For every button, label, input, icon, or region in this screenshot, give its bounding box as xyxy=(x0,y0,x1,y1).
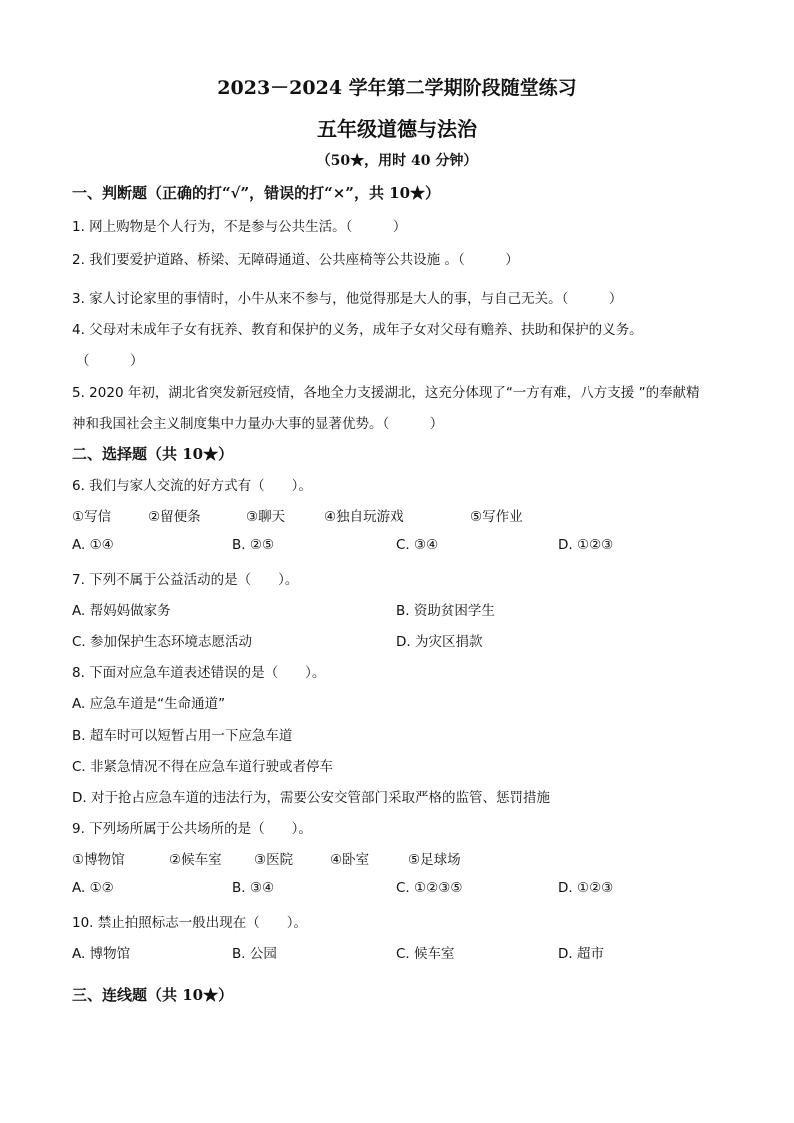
question-6: 6. 我们与家人交流的好方式有（ ）。 xyxy=(72,478,312,494)
q6-item-1: ①写信 xyxy=(72,509,112,525)
q6-item-2: ②留便条 xyxy=(148,509,201,525)
q8-option-b: B. 超车时可以短暂占用一下应急车道 xyxy=(72,728,293,744)
q7-option-c: C. 参加保护生态环境志愿活动 xyxy=(72,634,253,650)
q9-option-c: C. ①②③⑤ xyxy=(396,880,463,896)
q6-option-c: C. ③④ xyxy=(396,537,439,553)
question-9: 9. 下列场所属于公共场所的是（ ）。 xyxy=(72,821,312,837)
question-3: 3. 家人讨论家里的事情时，小牛从来不参与，他觉得那是大人的事，与自己无关。（ ） xyxy=(72,291,623,307)
q10-option-d: D. 超市 xyxy=(558,946,604,962)
question-2: 2. 我们要爱护道路、桥梁、无障碍通道、公共座椅等公共设施 。（ ） xyxy=(72,252,519,268)
q6-item-5: ⑤写作业 xyxy=(470,509,523,525)
q7-option-b: B. 资助贫困学生 xyxy=(396,603,495,619)
q9-option-b: B. ③④ xyxy=(232,880,275,896)
section-1-heading: 一、判断题（正确的打“√”，错误的打“×”，共 10★） xyxy=(72,184,441,202)
question-4-line-1: 4. 父母对未成年子女有抚养、教育和保护的义务，成年子女对父母有赡养、扶助和保护的义务。 xyxy=(72,322,643,338)
q6-option-d: D. ①②③ xyxy=(558,537,614,553)
q10-option-b: B. 公园 xyxy=(232,946,277,962)
question-5-line-1: 5. 2020 年初，湖北省突发新冠疫情，各地全力支援湖北，这充分体现了“一方有难，八方支援 ”的奉献精 xyxy=(72,385,700,401)
section-2-heading: 二、选择题（共 10★） xyxy=(72,445,234,463)
q9-item-1: ①博物馆 xyxy=(72,852,125,868)
q9-item-2: ②候车室 xyxy=(169,852,222,868)
subject-title: 五年级道德与法治 xyxy=(317,117,477,141)
q8-option-c: C. 非紧急情况不得在应急车道行驶或者停车 xyxy=(72,759,334,775)
q8-option-d: D. 对于抢占应急车道的违法行为，需要公安交管部门采取严格的监管、惩罚措施 xyxy=(72,790,550,806)
q6-item-3: ③聊天 xyxy=(246,509,286,525)
q9-item-4: ④卧室 xyxy=(330,852,370,868)
q7-option-d: D. 为灾区捐款 xyxy=(396,634,483,650)
question-4-line-2: （ ） xyxy=(76,353,144,369)
q6-option-b: B. ②⑤ xyxy=(232,537,275,553)
q10-option-c: C. 候车室 xyxy=(396,946,455,962)
question-10: 10. 禁止拍照标志一般出现在（ ）。 xyxy=(72,915,308,931)
q9-item-5: ⑤足球场 xyxy=(408,852,461,868)
question-7: 7. 下列不属于公益活动的是（ ）。 xyxy=(72,572,299,588)
q6-option-a: A. ①④ xyxy=(72,537,114,553)
q8-option-a: A. 应急车道是“生命通道” xyxy=(72,696,226,712)
section-3-heading: 三、连线题（共 10★） xyxy=(72,986,234,1004)
q9-option-a: A. ①② xyxy=(72,880,114,896)
q7-option-a: A. 帮妈妈做家务 xyxy=(72,603,171,619)
question-8: 8. 下面对应急车道表述错误的是（ ）。 xyxy=(72,665,326,681)
question-1: 1. 网上购物是个人行为，不是参与公共生活。（ ） xyxy=(72,219,407,235)
q9-item-3: ③医院 xyxy=(254,852,294,868)
question-5-line-2: 神和我国社会主义制度集中力量办大事的显著优势。（ ） xyxy=(72,416,444,432)
q9-option-d: D. ①②③ xyxy=(558,880,614,896)
exam-title: 2023－2024 学年第二学期阶段随堂练习 xyxy=(217,77,577,99)
q6-item-4: ④独自玩游戏 xyxy=(324,509,404,525)
q10-option-a: A. 博物馆 xyxy=(72,946,131,962)
score-time-note: （50★，用时 40 分钟） xyxy=(316,153,478,169)
